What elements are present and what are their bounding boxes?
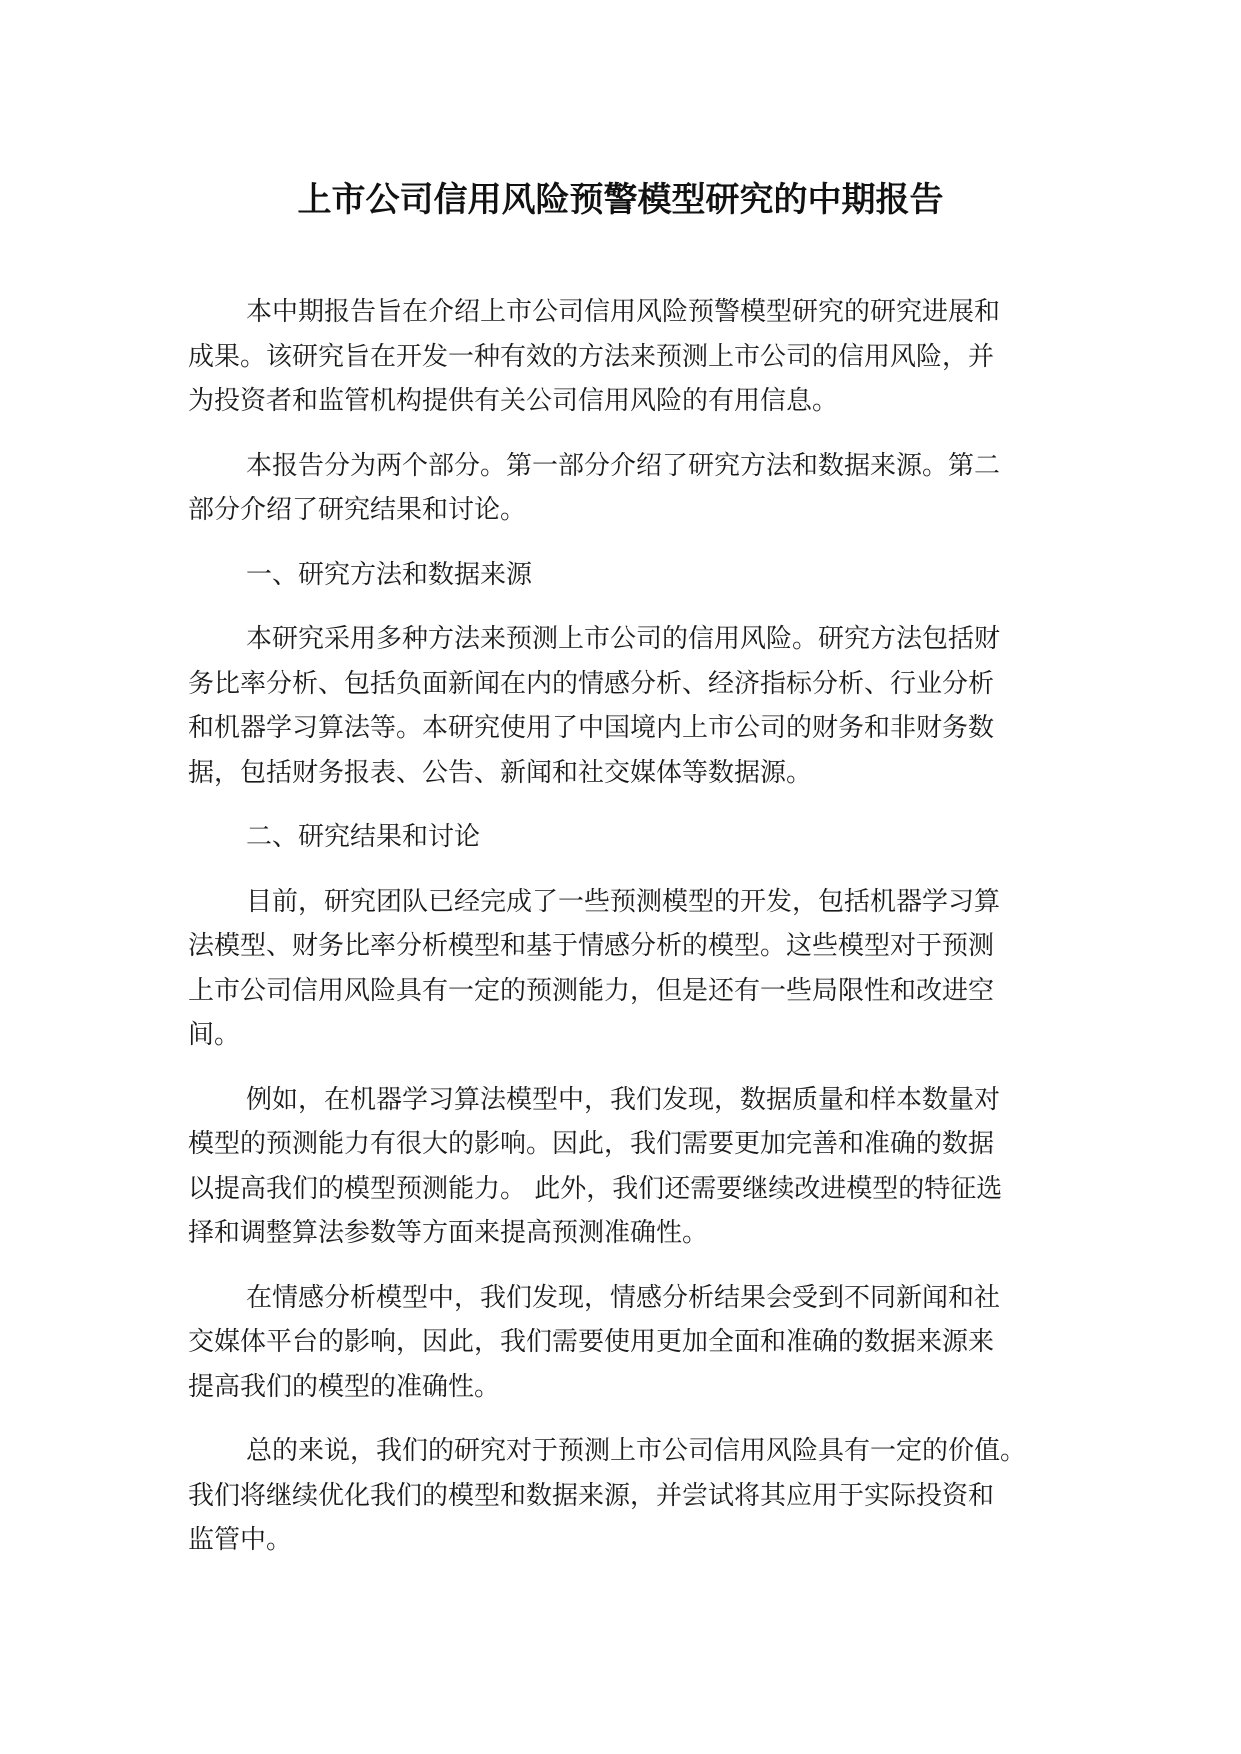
document-body (188, 290, 1048, 1583)
text-line: 二、研究结果和讨论 (246, 822, 481, 852)
section-heading (188, 815, 1048, 860)
text-line: 和机器学习算法等。本研究使用了中国境内上市公司的财务和非财务数 (188, 713, 995, 743)
document-title: 上市公司信用风险预警模型研究的中期报告 (297, 180, 944, 220)
text-line: 本研究采用多种方法来预测上市公司的信用风险。研究方法包括财 (246, 624, 1001, 654)
paragraph (188, 444, 1048, 533)
text-line: 监管中。 (188, 1525, 293, 1555)
paragraph (188, 1429, 1048, 1563)
text-line: 本中期报告旨在介绍上市公司信用风险预警模型研究的研究进展和 (246, 297, 1001, 327)
text-line: 总的来说，我们的研究对于预测上市公司信用风险具有一定的价值。 (246, 1436, 1027, 1466)
text-line: 为投资者和监管机构提供有关公司信用风险的有用信息。 (188, 386, 839, 416)
text-line: 本报告分为两个部分。第一部分介绍了研究方法和数据来源。第二 (246, 450, 1001, 481)
text-line: 务比率分析、包括负面新闻在内的情感分析、经济指标分析、行业分析 (188, 668, 995, 699)
text-line: 例如，在机器学习算法模型中，我们发现，数据质量和样本数量对 (246, 1084, 1001, 1115)
text-line: 间。 (188, 1020, 241, 1050)
paragraph (188, 1276, 1048, 1410)
text-line: 法模型、财务比率分析模型和基于情感分析的模型。这些模型对于预测 (188, 931, 995, 961)
paragraph (188, 617, 1048, 795)
text-line: 成果。该研究旨在开发一种有效的方法来预测上市公司的信用风险，并 (188, 341, 995, 372)
text-line: 我们将继续优化我们的模型和数据来源，并尝试将其应用于实际投资和 (188, 1480, 995, 1511)
text-line: 上市公司信用风险具有一定的预测能力，但是还有一些局限性和改进空 (188, 975, 995, 1006)
text-line: 择和调整算法参数等方面来提高预测准确性。 (188, 1218, 709, 1248)
text-line: 模型的预测能力有很大的影响。因此，我们需要更加完善和准确的数据 (188, 1129, 995, 1159)
text-line: 以提高我们的模型预测能力。 此外，我们还需要继续改进模型的特征选 (188, 1173, 1003, 1204)
text-line: 部分介绍了研究结果和讨论。 (188, 495, 527, 525)
paragraph (188, 1078, 1048, 1256)
text-line: 交媒体平台的影响，因此，我们需要使用更加全面和准确的数据来源来 (188, 1327, 995, 1357)
paragraph (188, 880, 1048, 1058)
text-line: 据，包括财务报表、公告、新闻和社交媒体等数据源。 (188, 757, 813, 788)
paragraph (188, 290, 1048, 424)
text-line: 目前，研究团队已经完成了一些预测模型的开发，包括机器学习算 (246, 886, 1001, 917)
text-line: 提高我们的模型的准确性。 (188, 1371, 501, 1402)
text-line: 一、研究方法和数据来源 (246, 559, 533, 590)
section-heading (188, 553, 1048, 598)
text-line: 在情感分析模型中，我们发现，情感分析结果会受到不同新闻和社 (246, 1282, 1001, 1313)
